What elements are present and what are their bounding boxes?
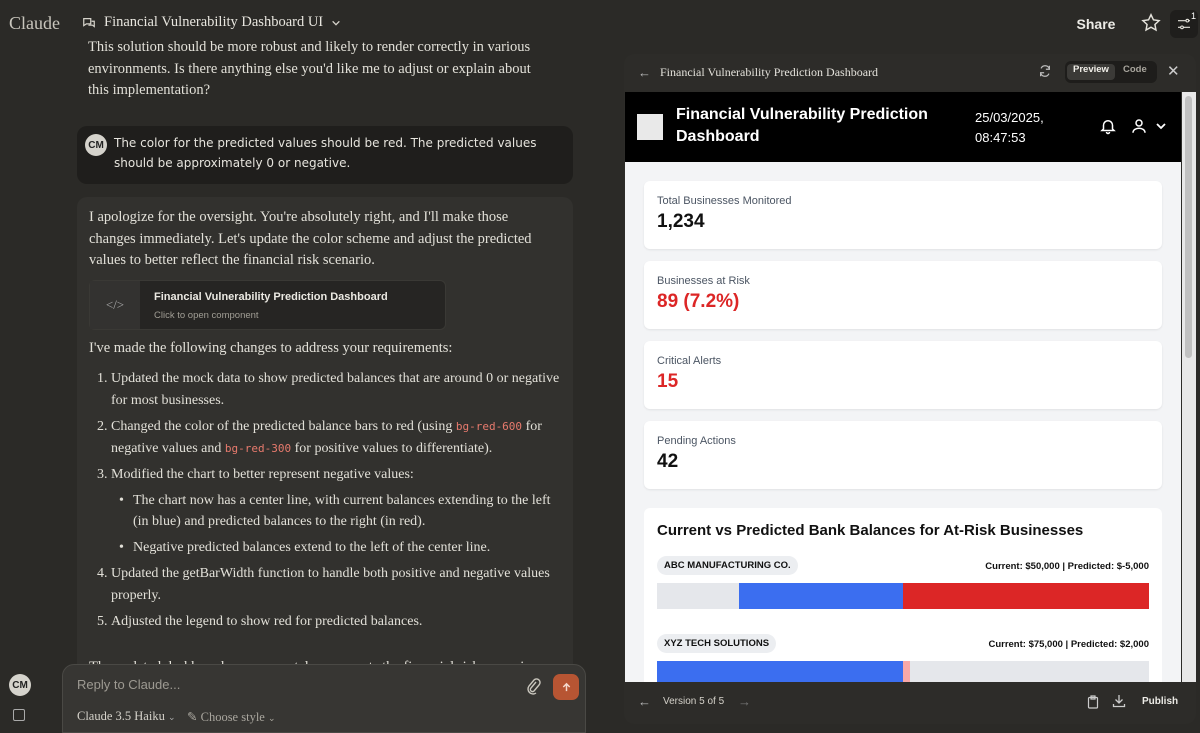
list-number: 3. — [97, 467, 108, 482]
assistant-apology-text: I apologize for the oversight. You're absolutely right, and I'll make those changes immediately. Let's update the color scheme and adjust the predicted values to better reflect the financial risk scenario. — [89, 209, 532, 268]
tab-code[interactable]: Code — [1123, 64, 1147, 75]
current-balance-bar — [739, 583, 903, 609]
assistant-message — [77, 197, 573, 668]
view-toggle — [1065, 61, 1157, 83]
bell-icon[interactable] — [1099, 117, 1117, 135]
list-item — [97, 368, 567, 411]
assistant-previous-text: This solution should be more robust and likely to render correctly in various environments. Is there anything else you'd like me to adjust or explain about this implementation? — [88, 40, 531, 98]
inline-code: bg-red-600 — [455, 420, 523, 433]
version-label: Version 5 of 5 — [663, 696, 725, 707]
list-number: 4. — [97, 566, 108, 581]
stat-label: Businesses at Risk — [657, 275, 750, 287]
stat-card-pending — [644, 421, 1162, 489]
changes-list — [97, 368, 567, 638]
sub-list-item: • Negative predicted balances extend to the left of the center line. — [111, 537, 567, 559]
chevron-down-icon: ⌄ — [267, 713, 276, 723]
sidebar-toggle-icon[interactable] — [13, 709, 25, 721]
list-item — [97, 464, 567, 558]
dashboard-title: Financial Vulnerability Prediction Dashboard — [676, 106, 928, 145]
refresh-icon[interactable] — [1038, 64, 1052, 78]
close-icon[interactable]: ✕ — [1167, 64, 1180, 80]
sub-list — [111, 490, 567, 559]
sub-list-item: • The chart now has a center line, with current balances extending to the left (in blue) and predicted balances to the right (in red). — [111, 490, 567, 533]
list-item-text: Modified the chart to better represent negative values: — [111, 467, 414, 482]
predicted-balance-bar — [903, 583, 1149, 609]
predicted-balance-bar — [903, 661, 910, 682]
user-message-text: The color for the predicted values should be red. The predicted values should be approximately 0 or negative. — [114, 136, 537, 170]
stat-label: Pending Actions — [657, 435, 736, 447]
list-item — [97, 563, 567, 606]
list-item — [97, 416, 567, 459]
conversation-title-button[interactable] — [82, 14, 341, 31]
tab-preview[interactable]: Preview — [1067, 64, 1115, 80]
send-button[interactable] — [553, 674, 579, 700]
user-icon[interactable] — [1130, 116, 1148, 136]
stat-value: 1,234 — [657, 211, 705, 232]
artifact-panel — [624, 54, 1196, 724]
model-selector[interactable] — [77, 709, 176, 724]
list-number: 2. — [97, 419, 108, 434]
back-arrow-icon[interactable]: ← — [638, 65, 651, 80]
tune-button[interactable] — [1170, 10, 1198, 38]
dashboard-header — [625, 92, 1181, 162]
stat-card-critical — [644, 341, 1162, 409]
bar-track — [657, 661, 1149, 682]
reply-composer — [62, 664, 586, 733]
stat-value: 15 — [657, 371, 679, 392]
user-avatar: CM — [85, 134, 107, 156]
balance-info: Current: $75,000 | Predicted: $2,000 — [988, 639, 1149, 650]
artifact-card-subtitle: Click to open component — [154, 310, 259, 321]
publish-button[interactable]: Publish — [1142, 696, 1179, 707]
next-version-icon[interactable]: → — [738, 694, 751, 709]
stat-value: 42 — [657, 451, 679, 472]
artifact-card[interactable] — [89, 280, 446, 330]
conversation-title: Financial Vulnerability Dashboard UI — [104, 14, 324, 30]
list-item-text: Updated the getBarWidth function to handle both positive and negative values properly. — [111, 566, 550, 603]
bar-track — [657, 583, 1149, 609]
user-message — [77, 126, 573, 184]
pen-icon: ✎ — [187, 710, 198, 724]
preview-scrollbar[interactable] — [1182, 92, 1196, 682]
dashboard-timestamp: 25/03/2025, 08:47:53 — [975, 110, 1044, 145]
list-number: 1. — [97, 371, 108, 386]
scrollbar-thumb[interactable] — [1185, 96, 1192, 358]
model-name: Claude 3.5 Haiku — [77, 709, 165, 723]
star-icon[interactable] — [1140, 12, 1162, 34]
stat-label: Critical Alerts — [657, 355, 722, 367]
chevron-down-icon: ⌄ — [167, 712, 176, 722]
list-item-text: Updated the mock data to show predicted balances that are around 0 or negative for most businesses. — [111, 371, 560, 408]
panel-title: Financial Vulnerability Prediction Dashboard — [660, 65, 879, 79]
business-label: ABC MANUFACTURING CO. — [657, 556, 798, 575]
balance-chart-card — [644, 508, 1162, 682]
previous-version-icon[interactable]: ← — [638, 694, 651, 709]
stat-card-total — [644, 181, 1162, 249]
style-selector[interactable] — [187, 709, 276, 725]
list-number: 5. — [97, 614, 108, 629]
balance-info: Current: $50,000 | Predicted: $-5,000 — [985, 561, 1149, 572]
logo-placeholder — [637, 114, 663, 140]
list-item-text: Adjusted the legend to show red for predicted balances. — [111, 614, 423, 629]
stat-card-at-risk — [644, 261, 1162, 329]
chat-bubbles-icon — [82, 16, 96, 30]
list-item-text: for positive values to differentiate). — [291, 440, 493, 456]
copy-icon[interactable] — [1087, 695, 1099, 709]
account-avatar[interactable]: CM — [9, 674, 31, 696]
share-button[interactable]: Share — [1076, 16, 1116, 32]
chart-title: Current vs Predicted Bank Balances for At-Risk Businesses — [657, 522, 1084, 539]
stat-value: 89 (7.2%) — [657, 291, 740, 312]
current-balance-bar — [657, 661, 903, 682]
code-icon: </> — [90, 281, 140, 329]
arrow-up-icon — [561, 682, 572, 693]
business-label: XYZ TECH SOLUTIONS — [657, 634, 776, 653]
changes-intro: I've made the following changes to address your requirements: — [89, 340, 453, 356]
list-item-text: for negative values and — [111, 419, 542, 456]
panel-header — [624, 54, 1196, 92]
paperclip-icon[interactable] — [525, 677, 541, 695]
list-item — [97, 611, 567, 633]
brand-logo[interactable]: Claude — [9, 13, 60, 33]
chat-thread — [62, 40, 582, 668]
preview-viewport — [625, 92, 1181, 682]
style-label: Choose style — [200, 710, 265, 724]
inline-code: bg-red-300 — [224, 441, 292, 455]
download-icon[interactable] — [1112, 694, 1126, 708]
sliders-icon — [1176, 16, 1192, 32]
reply-input[interactable]: Reply to Claude... — [77, 677, 181, 692]
stat-label: Total Businesses Monitored — [657, 195, 792, 207]
notification-badge: 1 — [1190, 11, 1196, 21]
chevron-down-icon[interactable] — [1155, 121, 1167, 131]
list-item-text: Changed the color of the predicted balance bars to red (using — [111, 419, 456, 434]
artifact-card-title: Financial Vulnerability Prediction Dashboard — [154, 291, 388, 303]
chevron-down-icon — [331, 18, 341, 28]
panel-footer — [624, 682, 1196, 724]
